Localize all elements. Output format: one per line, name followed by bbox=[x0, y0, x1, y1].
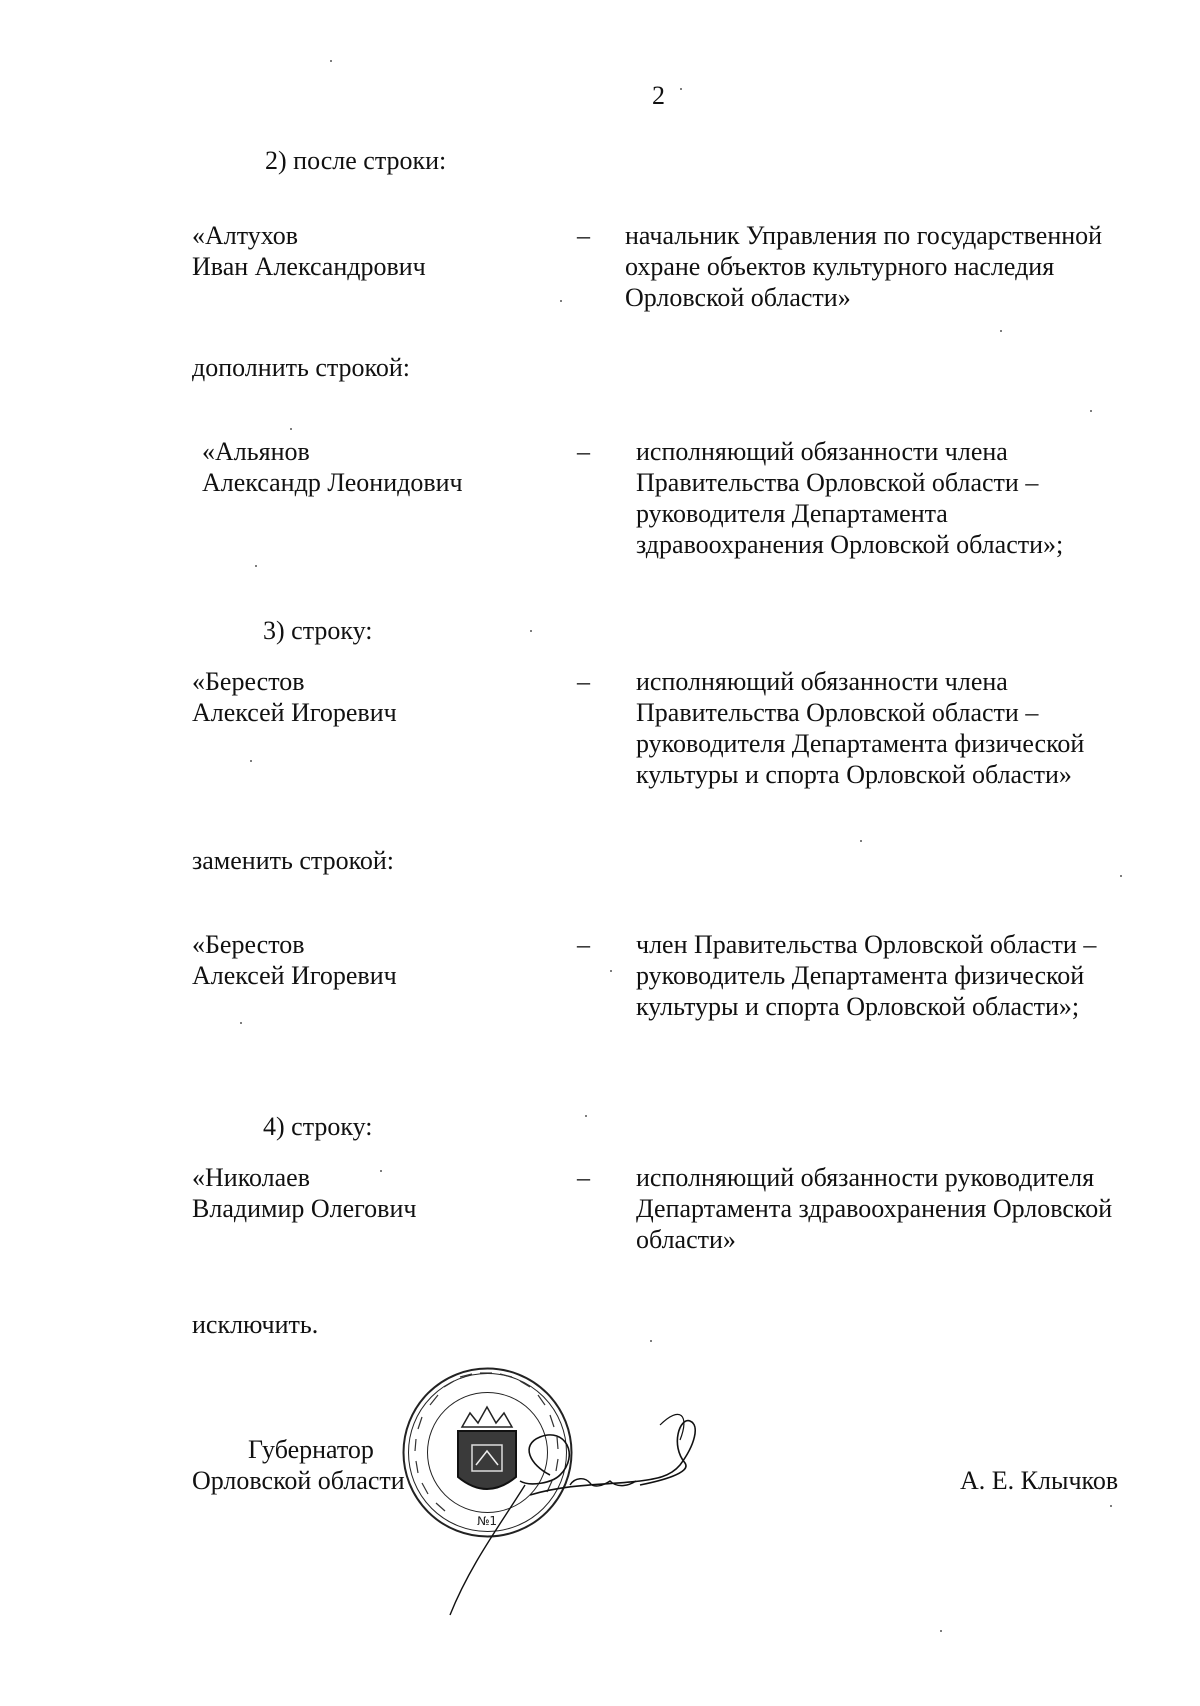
signatory-name: А. Е. Клычков bbox=[960, 1466, 1119, 1495]
item-3-new-position: член Правительства Орловской области – руководитель Департамента физической культуры и спорта Орловской области»; bbox=[636, 930, 1097, 1021]
item-2-action: дополнить строкой: bbox=[192, 353, 410, 382]
item-4-name: «Николаев Владимир Олегович bbox=[192, 1163, 417, 1223]
item-3-action: заменить строкой: bbox=[192, 846, 395, 875]
item-4-dash: – bbox=[577, 1163, 590, 1192]
item-2-new-name: «Альянов Александр Леонидович bbox=[202, 437, 463, 497]
signatory-title-line-2: Орловской области bbox=[192, 1466, 405, 1495]
item-2-name: «Алтухов Иван Александрович bbox=[192, 221, 426, 281]
item-4-action: исключить. bbox=[192, 1310, 319, 1339]
svg-text:№1: №1 bbox=[476, 1514, 498, 1528]
item-4-position: исполняющий обязанности руководителя Департамента здравоохранения Орловской области» bbox=[636, 1163, 1113, 1254]
page-number: 2 bbox=[652, 81, 665, 110]
item-2-new-position: исполняющий обязанности члена Правительства Орловской области – руководителя Департамента здравоохранения Орловской области»; bbox=[636, 437, 1064, 559]
item-3-new-name: «Берестов Алексей Игоревич bbox=[192, 930, 397, 990]
item-4-heading: 4) строку: bbox=[263, 1112, 373, 1141]
item-3-new-dash: – bbox=[577, 930, 590, 959]
item-3-heading: 3) строку: bbox=[263, 616, 373, 645]
item-3-position: исполняющий обязанности члена Правительства Орловской области – руководителя Департамента физической культуры и спорта Орловской области» bbox=[636, 667, 1085, 789]
item-3-dash: – bbox=[577, 667, 590, 696]
item-2-heading: 2) после строки: bbox=[265, 146, 447, 175]
signatory-title-line-1: Губернатор bbox=[248, 1435, 374, 1464]
item-2-new-dash: – bbox=[577, 437, 590, 466]
item-2-position: начальник Управления по государственной охране объектов культурного наследия Орловской области» bbox=[625, 221, 1103, 312]
item-3-name: «Берестов Алексей Игоревич bbox=[192, 667, 397, 727]
item-2-dash: – bbox=[577, 221, 590, 250]
handwritten-signature-icon bbox=[380, 1385, 740, 1625]
